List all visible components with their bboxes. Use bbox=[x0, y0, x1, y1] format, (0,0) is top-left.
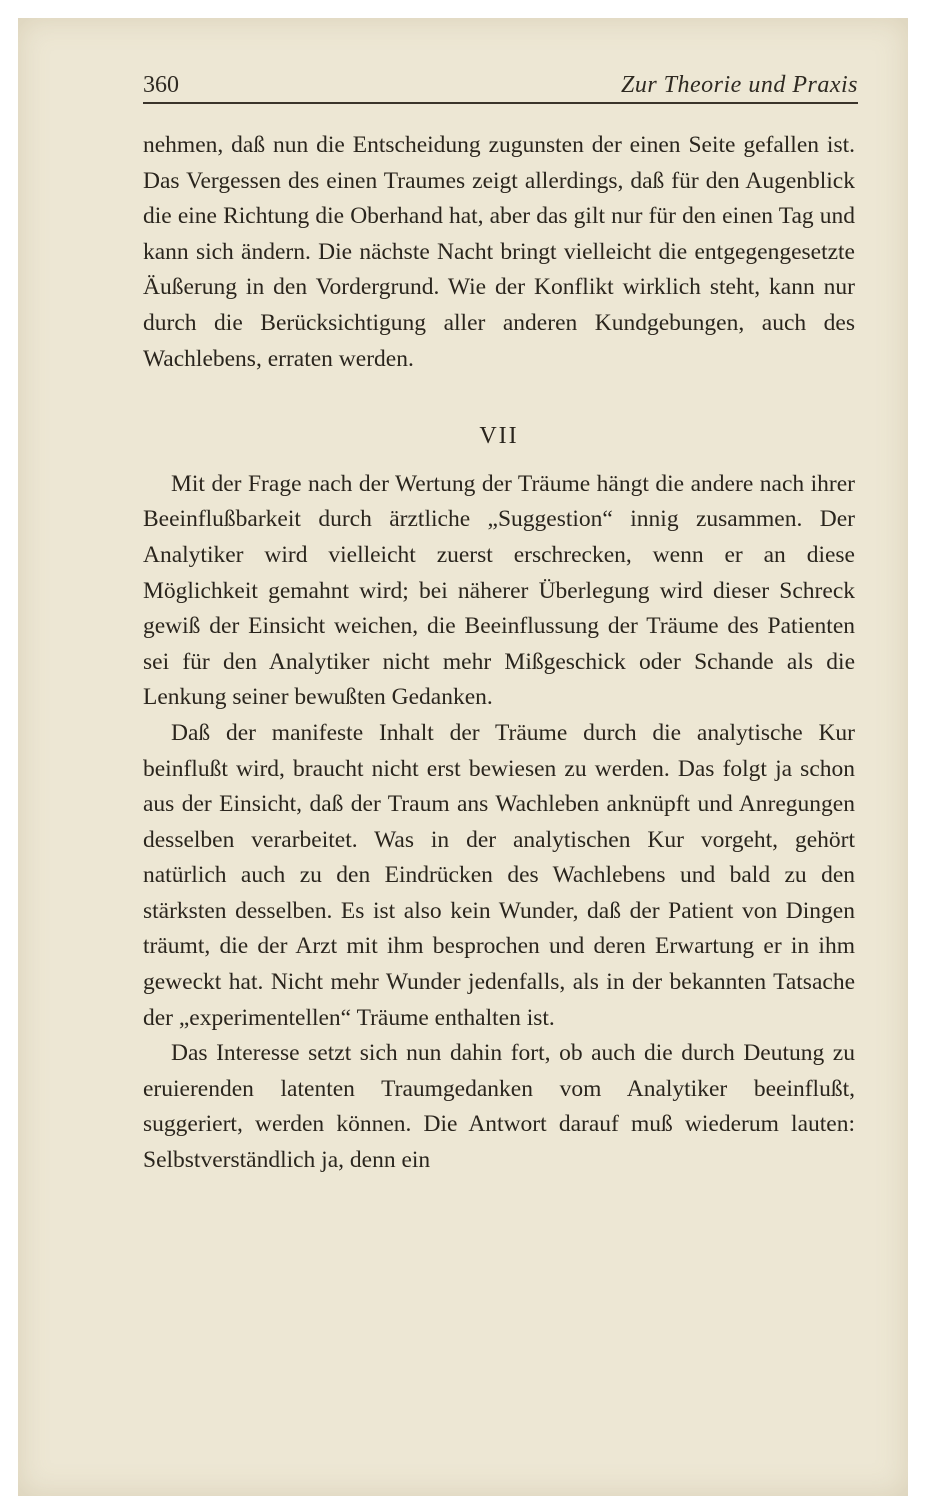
paragraph: Mit der Frage nach der Wertung der Träume hängt die andere nach ihrer Beeinflußbarkeit durch ärztliche „Suggestion“ innig zusammen. Der Analytiker wird vielleicht zuerst erschrecken, wenn er an diese Möglichkeit gemahnt wird; bei näherer Überlegung wird dieser Schreck gewiß der Einsicht weichen, die Beeinflussung der Träume des Patienten sei für den Analytiker nicht mehr Mißgeschick oder Schande als die Lenkung seiner bewußten Gedanken. bbox=[143, 470, 855, 711]
body-text bbox=[143, 128, 855, 1179]
page-number: 360 bbox=[143, 72, 179, 98]
running-title: Zur Theorie und Praxis bbox=[620, 72, 858, 98]
header-rule bbox=[143, 102, 858, 104]
page-header bbox=[143, 66, 858, 106]
section-heading: VII bbox=[479, 423, 519, 450]
paragraph: Das Interesse setzt sich nun dahin fort, ob auch die durch Deutung zu eruierenden latenten Traumgedanken vom Analytiker beeinflußt, suggeriert, werden können. Die Antwort darauf muß wiederum lauten: Selbstverständlich ja, denn ein bbox=[143, 1040, 855, 1174]
paragraph: nehmen, daß nun die Entscheidung zugunsten der einen Seite gefallen ist. Das Vergessen des einen Traumes zeigt allerdings, daß für den Augenblick die eine Richtung die Oberhand hat, aber das gilt nur für den einen Tag und kann sich ändern. Die nächste Nacht bringt vielleicht die entgegengesetzte Äußerung in den Vordergrund. Wie der Konflikt wirklich steht, kann nur durch die Berücksichtigung aller anderen Kundgebungen, auch des Wachlebens, erraten werden. bbox=[143, 132, 855, 372]
paragraph: Daß der manifeste Inhalt der Träume durch die analytische Kur beinflußt wird, braucht nicht erst bewiesen zu werden. Das folgt ja schon aus der Einsicht, daß der Traum ans Wachleben anknüpft und Anregungen desselben verarbeitet. Was in der analytischen Kur vorgeht, gehört natürlich auch zu den Eindrücken des Wachlebens und bald zu den stärksten desselben. Es ist also kein Wunder, daß der Patient von Dingen träumt, die der Arzt mit ihm besprochen und deren Erwartung er in ihm geweckt hat. Nicht mehr Wunder jedenfalls, als in der bekannten Tatsache der „experimentellen“ Träume enthalten ist. bbox=[143, 719, 855, 1031]
